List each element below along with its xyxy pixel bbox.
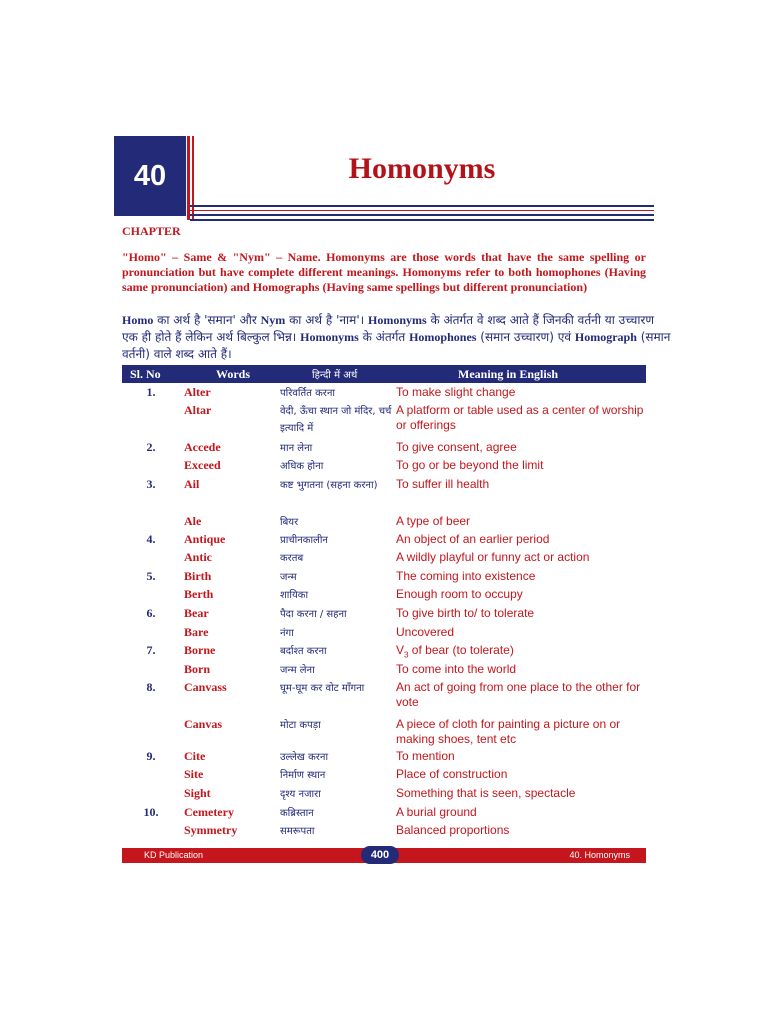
cell-english: A type of beer <box>396 514 471 528</box>
cell-hindi: मोटा कपड़ा <box>280 720 321 731</box>
cell-slno: 3. <box>146 477 156 491</box>
footer-publisher: KD Publication <box>144 850 204 860</box>
cell-english: To make slight change <box>396 385 516 399</box>
cell-word: Antique <box>184 532 226 546</box>
cell-english: To mention <box>396 749 455 763</box>
cell-word: Born <box>184 662 211 676</box>
cell-word: Exceed <box>184 458 221 472</box>
cell-word: Cemetery <box>184 805 234 819</box>
hindi-intro <box>122 312 672 363</box>
term: Nym <box>260 313 286 327</box>
cell-hindi: पैदा करना / सहना <box>280 609 347 620</box>
cell-hindi: करतब <box>280 553 304 564</box>
cell-word: Borne <box>184 643 216 657</box>
chapter-number: 40 <box>133 159 167 192</box>
cell-word: Bear <box>184 606 209 620</box>
cell-english: An act of going from one place to the other for vote <box>396 680 641 709</box>
chapter-label: CHAPTER <box>122 224 181 238</box>
english-subscript: 3 <box>404 650 409 660</box>
term: Homonyms <box>367 313 427 327</box>
cell-word: Bare <box>184 625 209 639</box>
cell-slno: 9. <box>146 749 156 763</box>
cell-english: A wildly playful or funny act or action <box>396 550 590 564</box>
cell-slno: 4. <box>146 532 156 546</box>
page-number: 400 <box>361 846 399 864</box>
term: Homonyms <box>300 330 359 344</box>
cell-hindi: समरूपता <box>280 826 315 837</box>
cell-hindi: बियर <box>280 517 299 528</box>
cell-hindi: प्राचीनकालीन <box>280 535 328 546</box>
cell-hindi: जन्म लेना <box>280 665 315 676</box>
hindi-text: का अर्थ है 'नाम'। <box>285 313 368 327</box>
cell-word: Ail <box>184 477 200 491</box>
rule-line <box>190 214 654 216</box>
cell-word: Berth <box>184 587 214 601</box>
cell-english: Balanced proportions <box>396 823 510 837</box>
cell-word: Cite <box>184 749 206 763</box>
english-text: V <box>396 643 405 657</box>
cell-english <box>396 643 646 662</box>
cell-word: Altar <box>184 403 212 417</box>
term: Homograph <box>574 330 637 344</box>
rule-line <box>190 205 654 207</box>
cell-hindi: निर्माण स्थान <box>280 770 326 781</box>
cell-word: Sight <box>184 786 211 800</box>
hindi-text: (समान वर्तनी) वाले शब्द आते हैं। <box>122 330 671 361</box>
cell-slno: 6. <box>146 606 156 620</box>
cell-english: The coming into existence <box>396 569 536 583</box>
cell-hindi: कष्ट भुगतना (सहना करना) <box>280 480 378 491</box>
cell-slno: 7. <box>146 643 156 657</box>
cell-slno: 2. <box>146 440 156 454</box>
cell-english: A burial ground <box>396 805 477 819</box>
cell-english: To go or be beyond the limit <box>396 458 544 472</box>
cell-slno: 1. <box>146 385 156 399</box>
cell-hindi: शायिका <box>280 590 309 601</box>
hindi-text: के अंतर्गत <box>358 330 410 344</box>
cell-english: Place of construction <box>396 767 508 781</box>
cell-hindi: कब्रिस्तान <box>280 808 314 819</box>
cell-english: Something that is seen, spectacle <box>396 786 576 800</box>
cell-hindi: परिवर्तित करना <box>280 388 335 399</box>
cell-hindi: वेदी, ऊँचा स्थान जो मंदिर, चर्च इत्यादि में <box>280 406 392 434</box>
term: Homophones <box>409 330 477 344</box>
header-hindi: हिन्दी में अर्थ <box>312 370 358 381</box>
cell-hindi: बर्दाश्त करना <box>280 646 327 657</box>
cell-slno: 8. <box>146 680 156 694</box>
cell-hindi: घूम-घूम कर वोट माँगना <box>280 683 365 694</box>
cell-hindi: उल्लेख करना <box>280 752 329 763</box>
cell-english: Uncovered <box>396 625 455 639</box>
cell-english: A platform or table used as a center of worship or offerings <box>396 403 644 432</box>
cell-hindi: मान लेना <box>280 443 313 454</box>
cell-word: Birth <box>184 569 212 583</box>
table-header <box>122 365 646 383</box>
cell-hindi: नंगा <box>280 628 294 639</box>
cell-word: Symmetry <box>184 823 238 837</box>
cell-word: Alter <box>184 385 211 399</box>
cell-word: Canvass <box>184 680 227 694</box>
header-slno: Sl. No <box>130 367 161 381</box>
cell-english: To give birth to/ to tolerate <box>396 606 535 620</box>
page-title: Homonyms <box>348 152 496 185</box>
hindi-text: (समान उच्चारण) एवं <box>476 330 575 344</box>
hindi-text: का अर्थ है 'समान' और <box>153 313 261 327</box>
cell-slno: 5. <box>146 569 156 583</box>
header-words: Words <box>216 367 251 381</box>
cell-word: Canvas <box>184 717 223 731</box>
header-english: Meaning in English <box>458 367 559 381</box>
cell-english: Enough room to occupy <box>396 587 523 601</box>
footer-section: 40. Homonyms <box>569 850 630 860</box>
hindi-text: के अंतर्गत वे शब्द आते हैं जिनकी वर्तनी या उच्चारण एक ही होते हैं लेकिन अर्थ बिल्कुल भिन्न। <box>122 313 655 344</box>
cell-english: A piece of cloth for painting a picture on or making shoes, tent etc <box>396 717 621 746</box>
intro-paragraph: "Homo" – Same & "Nym" – Name. Homonyms are those words that have the same spelling or pronunciation but have complete different meanings. Homonyms refer to both homophones (Having same pronunciation) and Homographs (Having same spellings but different pronunciation) <box>122 250 646 294</box>
cell-english: To come into the world <box>396 662 517 676</box>
cell-word: Site <box>184 767 204 781</box>
cell-english: To suffer ill health <box>396 477 490 491</box>
cell-hindi: जन्म <box>280 572 297 583</box>
english-text: of bear (to tolerate) <box>408 643 514 657</box>
chapter-number-box <box>114 136 186 216</box>
term: Homo <box>122 313 154 327</box>
cell-english: To give consent, agree <box>396 440 517 454</box>
rule-line <box>190 219 654 221</box>
cell-english: An object of an earlier period <box>396 532 550 546</box>
cell-hindi: अधिक होना <box>280 461 324 472</box>
cell-word: Antic <box>184 550 212 564</box>
cell-word: Ale <box>184 514 202 528</box>
rule-line <box>190 210 654 211</box>
cell-slno: 10. <box>143 805 159 819</box>
cell-word: Accede <box>184 440 221 454</box>
cell-hindi: दृश्य नजारा <box>280 789 321 800</box>
